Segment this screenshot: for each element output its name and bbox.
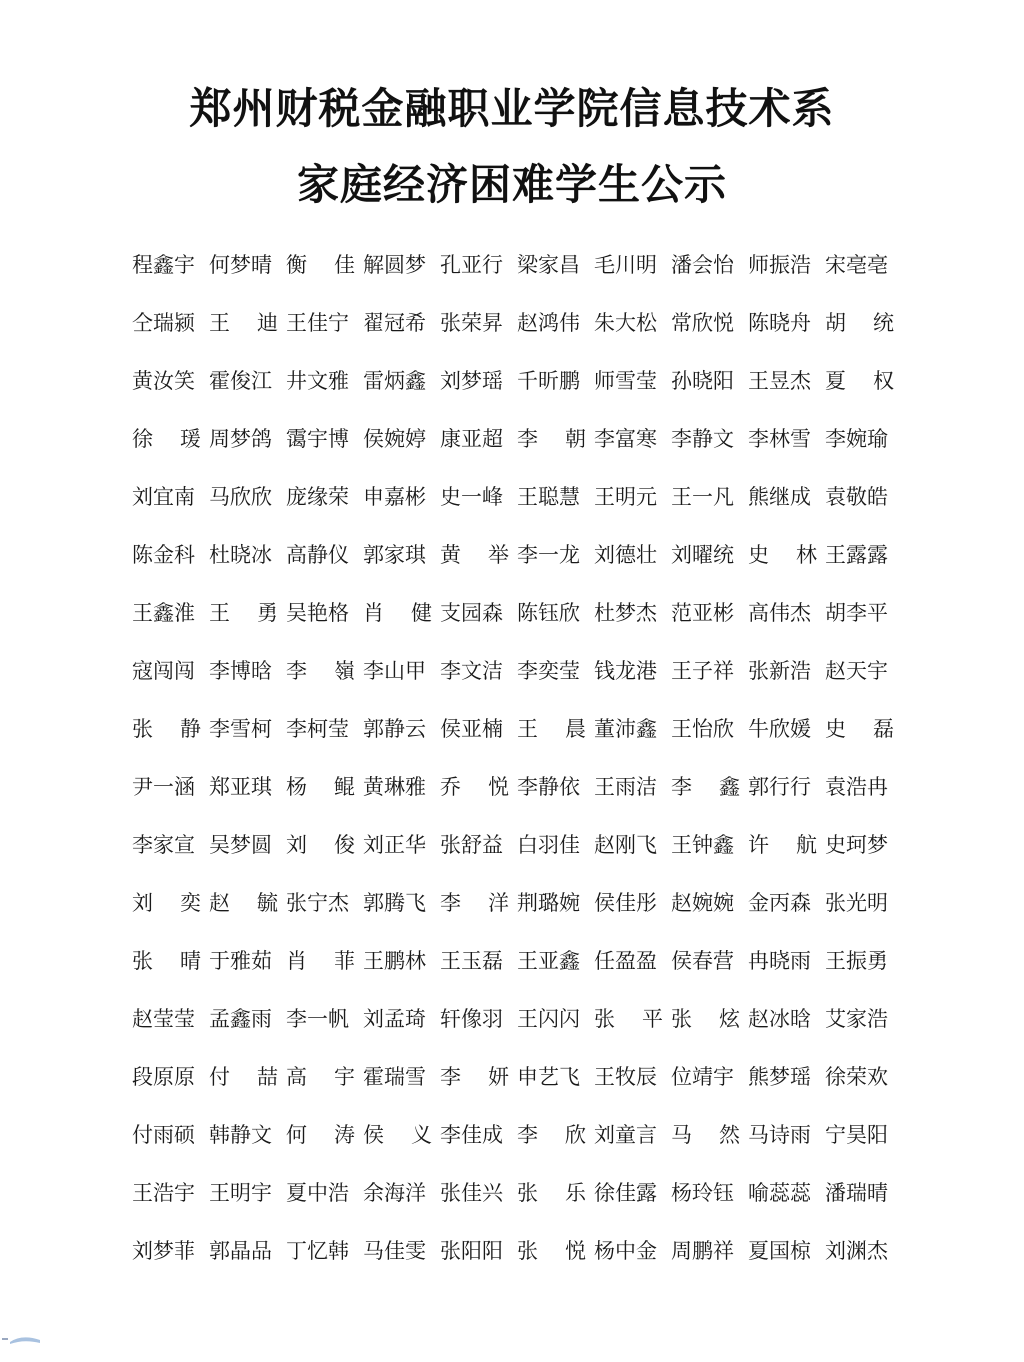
- student-name: 侯佳彤: [594, 890, 657, 915]
- student-name: 史 磊: [825, 716, 894, 741]
- student-name: 侯婉婷: [363, 426, 426, 451]
- student-name: 李 洋: [440, 890, 509, 915]
- student-name: 牛欣媛: [748, 716, 811, 741]
- student-name: 王闪闪: [517, 1006, 580, 1031]
- student-name: 李雪柯: [209, 716, 272, 741]
- student-name: 申艺飞: [517, 1064, 580, 1089]
- name-row: [132, 526, 902, 584]
- student-name: 李 妍: [440, 1064, 509, 1089]
- name-row: [132, 468, 902, 526]
- student-name: 李家宣: [132, 832, 195, 857]
- student-name: 刘德壮: [594, 542, 657, 567]
- student-name: 陈钰欣: [517, 600, 580, 625]
- student-name: 潘瑞晴: [825, 1180, 888, 1205]
- student-name: 井文雅: [286, 368, 349, 393]
- student-name: 支园森: [440, 600, 503, 625]
- student-name: 尹一涵: [132, 774, 195, 799]
- student-name: 刘正华: [363, 832, 426, 857]
- student-name: 轩像羽: [440, 1006, 503, 1031]
- student-name: 高伟杰: [748, 600, 811, 625]
- document-title: 郑州财税金融职业学院信息技术系: [189, 84, 835, 133]
- student-name: 刘渊杰: [825, 1238, 888, 1263]
- student-name: 杨 鲲: [286, 774, 355, 799]
- student-name: 马欣欣: [209, 484, 272, 509]
- student-name: 张佳兴: [440, 1180, 503, 1205]
- student-name: 钱龙港: [594, 658, 657, 683]
- student-name: 杜梦杰: [594, 600, 657, 625]
- student-name: 付 喆: [209, 1064, 278, 1089]
- student-name: 马诗雨: [748, 1122, 811, 1147]
- student-name: 任盈盈: [594, 948, 657, 973]
- student-name: 王振勇: [825, 948, 888, 973]
- student-name: 付雨硕: [132, 1122, 195, 1147]
- student-name: 肖 菲: [286, 948, 355, 973]
- name-row: [132, 1048, 902, 1106]
- student-name: 梁家昌: [517, 252, 580, 277]
- student-name: 吴艳格: [286, 600, 349, 625]
- student-name: 郑亚琪: [209, 774, 272, 799]
- student-name: 王聪慧: [517, 484, 580, 509]
- student-name: 郭静云: [363, 716, 426, 741]
- student-name: 李山甲: [363, 658, 426, 683]
- student-name: 高 宇: [286, 1064, 355, 1089]
- student-name: 张新浩: [748, 658, 811, 683]
- student-name: 康亚超: [440, 426, 503, 451]
- student-name: 赵 毓: [209, 890, 278, 915]
- student-name: 宋亳亳: [825, 252, 888, 277]
- student-name: 雷炳鑫: [363, 368, 426, 393]
- student-name: 刘 俊: [286, 832, 355, 857]
- student-name: 仝瑞颍: [132, 310, 195, 335]
- student-name: 解圆梦: [363, 252, 426, 277]
- student-name: 王 勇: [209, 600, 278, 625]
- document-subtitle: 家庭经济困难学生公示: [296, 160, 727, 209]
- student-name: 王子祥: [671, 658, 734, 683]
- student-name: 李一龙: [517, 542, 580, 567]
- student-name: 郭腾飞: [363, 890, 426, 915]
- student-name: 袁浩冉: [825, 774, 888, 799]
- student-name: 郭晶品: [209, 1238, 272, 1263]
- student-name: 徐荣欢: [825, 1064, 888, 1089]
- student-name: 张荣昇: [440, 310, 503, 335]
- name-row: [132, 1222, 902, 1280]
- student-name: 李文洁: [440, 658, 503, 683]
- student-name: 王怡欣: [671, 716, 734, 741]
- student-name: 赵婉婉: [671, 890, 734, 915]
- student-name: 李 欣: [517, 1122, 586, 1147]
- name-list: [132, 236, 902, 1280]
- student-name: 孟鑫雨: [209, 1006, 272, 1031]
- student-name: 位靖宇: [671, 1064, 734, 1089]
- student-name: 于雅茹: [209, 948, 272, 973]
- student-name: 王露露: [825, 542, 888, 567]
- student-name: 千昕鹏: [517, 368, 580, 393]
- name-row: [132, 816, 902, 874]
- name-row: [132, 932, 902, 990]
- student-name: 熊继成: [748, 484, 811, 509]
- student-name: 李林雪: [748, 426, 811, 451]
- student-name: 王 迪: [209, 310, 278, 335]
- student-name: 夏国椋: [748, 1238, 811, 1263]
- student-name: 李奕莹: [517, 658, 580, 683]
- student-name: 杨中金: [594, 1238, 657, 1263]
- student-name: 陈晓舟: [748, 310, 811, 335]
- student-name: 吴梦圆: [209, 832, 272, 857]
- name-row: [132, 990, 902, 1048]
- student-name: 毛川明: [594, 252, 657, 277]
- student-name: 申嘉彬: [363, 484, 426, 509]
- student-name: 黄汝笑: [132, 368, 195, 393]
- student-name: 周梦鸽: [209, 426, 272, 451]
- student-name: 李 朝: [517, 426, 586, 451]
- student-name: 霍俊江: [209, 368, 272, 393]
- student-name: 张 乐: [517, 1180, 586, 1205]
- student-name: 李 嶺: [286, 658, 355, 683]
- name-row: [132, 874, 902, 932]
- student-name: 翟冠希: [363, 310, 426, 335]
- student-name: 侯亚楠: [440, 716, 503, 741]
- student-name: 何梦晴: [209, 252, 272, 277]
- student-name: 许 航: [748, 832, 817, 857]
- student-name: 乔 悦: [440, 774, 509, 799]
- student-name: 白羽佳: [517, 832, 580, 857]
- student-name: 杜晓冰: [209, 542, 272, 567]
- student-name: 朱大松: [594, 310, 657, 335]
- student-name: 马 然: [671, 1122, 740, 1147]
- name-row: [132, 1106, 902, 1164]
- name-row: [132, 584, 902, 642]
- student-name: 黄琳雅: [363, 774, 426, 799]
- student-name: 王雨洁: [594, 774, 657, 799]
- student-name: 丁忆韩: [286, 1238, 349, 1263]
- student-name: 霍瑞雪: [363, 1064, 426, 1089]
- student-name: 赵冰晗: [748, 1006, 811, 1031]
- student-name: 史 林: [748, 542, 817, 567]
- student-name: 胡李平: [825, 600, 888, 625]
- student-name: 夏中浩: [286, 1180, 349, 1205]
- student-name: 余海洋: [363, 1180, 426, 1205]
- student-name: 张 静: [132, 716, 201, 741]
- name-row: [132, 700, 902, 758]
- student-name: 李静依: [517, 774, 580, 799]
- student-name: 刘梦菲: [132, 1238, 195, 1263]
- student-name: 王佳宁: [286, 310, 349, 335]
- student-name: 韩静文: [209, 1122, 272, 1147]
- student-name: 杨玲钰: [671, 1180, 734, 1205]
- student-name: 赵天宇: [825, 658, 888, 683]
- name-row: [132, 236, 902, 294]
- student-name: 周鹏祥: [671, 1238, 734, 1263]
- student-name: 侯 义: [363, 1122, 432, 1147]
- student-name: 王明宇: [209, 1180, 272, 1205]
- student-name: 夏 权: [825, 368, 894, 393]
- student-name: 王昱杰: [748, 368, 811, 393]
- student-name: 胡 统: [825, 310, 894, 335]
- student-name: 肖 健: [363, 600, 432, 625]
- student-name: 师振浩: [748, 252, 811, 277]
- student-name: 寇闯闯: [132, 658, 195, 683]
- name-row: [132, 352, 902, 410]
- student-name: 程鑫宇: [132, 252, 195, 277]
- student-name: 刘 奕: [132, 890, 201, 915]
- student-name: 金丙森: [748, 890, 811, 915]
- student-name: 张 晴: [132, 948, 201, 973]
- student-name: 刘梦瑶: [440, 368, 503, 393]
- student-name: 刘宜南: [132, 484, 195, 509]
- student-name: 王浩宇: [132, 1180, 195, 1205]
- student-name: 何 涛: [286, 1122, 355, 1147]
- student-name: 衡 佳: [286, 252, 355, 277]
- student-name: 张光明: [825, 890, 888, 915]
- student-name: 刘孟琦: [363, 1006, 426, 1031]
- student-name: 侯春营: [671, 948, 734, 973]
- student-name: 史一峰: [440, 484, 503, 509]
- student-name: 王牧辰: [594, 1064, 657, 1089]
- student-name: 赵鸿伟: [517, 310, 580, 335]
- student-name: 李静文: [671, 426, 734, 451]
- student-name: 李婉瑜: [825, 426, 888, 451]
- name-row: [132, 642, 902, 700]
- student-name: 王玉磊: [440, 948, 503, 973]
- student-name: 赵刚飞: [594, 832, 657, 857]
- student-name: 冉晓雨: [748, 948, 811, 973]
- student-name: 王 晨: [517, 716, 586, 741]
- student-name: 马佳雯: [363, 1238, 426, 1263]
- student-name: 李博晗: [209, 658, 272, 683]
- student-name: 张阳阳: [440, 1238, 503, 1263]
- student-name: 孔亚行: [440, 252, 503, 277]
- student-name: 荆璐婉: [517, 890, 580, 915]
- student-name: 李柯莹: [286, 716, 349, 741]
- student-name: 袁敬皓: [825, 484, 888, 509]
- student-name: 陈金科: [132, 542, 195, 567]
- student-name: 徐 瑗: [132, 426, 201, 451]
- student-name: 王明元: [594, 484, 657, 509]
- student-name: 熊梦瑶: [748, 1064, 811, 1089]
- student-name: 王钟鑫: [671, 832, 734, 857]
- corner-scan-mark: [0, 1330, 44, 1348]
- student-name: 李佳成: [440, 1122, 503, 1147]
- student-name: 庞缘荣: [286, 484, 349, 509]
- student-name: 王鹏林: [363, 948, 426, 973]
- student-name: 李富寒: [594, 426, 657, 451]
- student-name: 李 鑫: [671, 774, 740, 799]
- student-name: 范亚彬: [671, 600, 734, 625]
- student-name: 喻蕊蕊: [748, 1180, 811, 1205]
- student-name: 刘曜统: [671, 542, 734, 567]
- student-name: 黄 举: [440, 542, 509, 567]
- student-name: 王亚鑫: [517, 948, 580, 973]
- student-name: 艾家浩: [825, 1006, 888, 1031]
- student-name: 段原原: [132, 1064, 195, 1089]
- student-name: 霭宇博: [286, 426, 349, 451]
- student-name: 高静仪: [286, 542, 349, 567]
- name-row: [132, 410, 902, 468]
- student-name: 王一凡: [671, 484, 734, 509]
- student-name: 史珂梦: [825, 832, 888, 857]
- student-name: 张宁杰: [286, 890, 349, 915]
- student-name: 郭行行: [748, 774, 811, 799]
- student-name: 宁昊阳: [825, 1122, 888, 1147]
- student-name: 师雪莹: [594, 368, 657, 393]
- student-name: 赵莹莹: [132, 1006, 195, 1031]
- student-name: 李一帆: [286, 1006, 349, 1031]
- student-name: 张 炫: [671, 1006, 740, 1031]
- student-name: 董沛鑫: [594, 716, 657, 741]
- student-name: 郭家琪: [363, 542, 426, 567]
- name-row: [132, 758, 902, 816]
- student-name: 张舒益: [440, 832, 503, 857]
- student-name: 刘童言: [594, 1122, 657, 1147]
- student-name: 潘会怡: [671, 252, 734, 277]
- student-name: 徐佳露: [594, 1180, 657, 1205]
- student-name: 张 悦: [517, 1238, 586, 1263]
- student-name: 王鑫淮: [132, 600, 195, 625]
- student-name: 常欣悦: [671, 310, 734, 335]
- name-row: [132, 1164, 902, 1222]
- student-name: 孙晓阳: [671, 368, 734, 393]
- student-name: 张 平: [594, 1006, 663, 1031]
- name-row: [132, 294, 902, 352]
